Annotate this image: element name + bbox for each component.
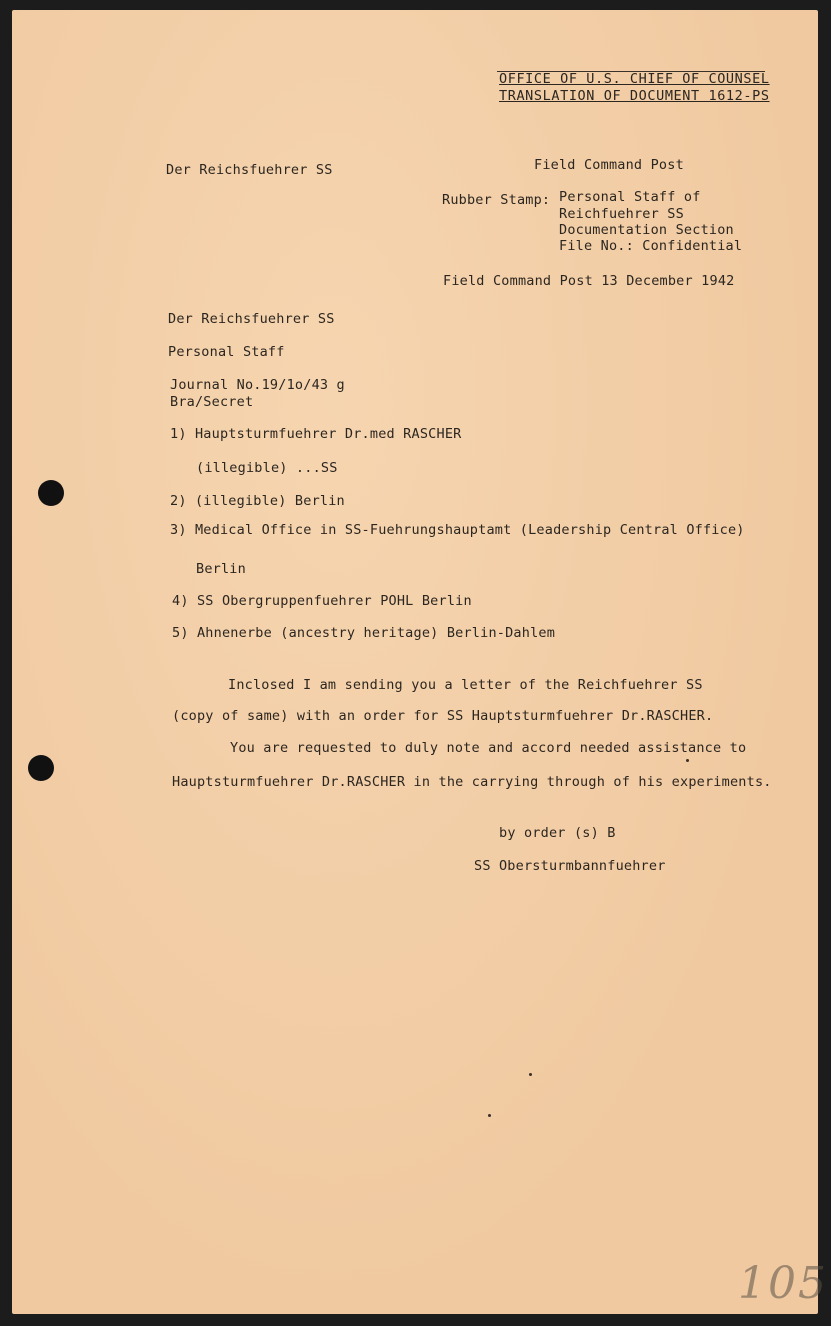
- sender: Der Reichsfuehrer SS: [168, 311, 335, 327]
- stamp-line-3: Documentation Section: [559, 222, 734, 238]
- staff: Personal Staff: [168, 344, 285, 360]
- journal-classification: Bra/Secret: [170, 394, 254, 410]
- recipient-4: 4) SS Obergruppenfuehrer POHL Berlin: [172, 593, 472, 609]
- stamp-line-2: Reichfuehrer SS: [559, 206, 684, 222]
- recipient-3: 3) Medical Office in SS-Fuehrungshauptamt (Leadership Central Office): [170, 522, 745, 538]
- stamp-line-4: File No.: Confidential: [559, 238, 743, 254]
- header-line-2: TRANSLATION OF DOCUMENT 1612-PS: [499, 88, 770, 104]
- signature-line-1: by order (s) B: [499, 825, 616, 841]
- place-top: Field Command Post: [534, 157, 684, 173]
- body-line-2: (copy of same) with an order for SS Hauptsturmfuehrer Dr.RASCHER.: [172, 708, 714, 724]
- body-line-4: Hauptsturmfuehrer Dr.RASCHER in the carrying through of his experiments.: [172, 774, 772, 790]
- recipient-1: 1) Hauptsturmfuehrer Dr.med RASCHER: [170, 426, 462, 442]
- punch-hole-upper: [38, 480, 64, 506]
- body-line-1: Inclosed I am sending you a letter of the Reichfuehrer SS: [228, 677, 703, 693]
- body-line-3: You are requested to duly note and accord needed assistance to: [230, 740, 747, 756]
- recipient-5: 5) Ahnenerbe (ancestry heritage) Berlin-Dahlem: [172, 625, 556, 641]
- paper-speck: [488, 1114, 491, 1117]
- paper-speck: [686, 759, 689, 762]
- signature-line-2: SS Obersturmbannfuehrer: [474, 858, 666, 874]
- sender-top: Der Reichsfuehrer SS: [166, 162, 333, 178]
- journal-number: Journal No.19/1o/43 g: [170, 377, 345, 393]
- paper-speck: [529, 1073, 532, 1076]
- recipient-3-continued: Berlin: [196, 561, 246, 577]
- punch-hole-lower: [28, 755, 54, 781]
- stamp-line-1: Personal Staff of: [559, 189, 701, 205]
- header-line-1: OFFICE OF U.S. CHIEF OF COUNSEL: [499, 71, 770, 87]
- dateline: Field Command Post 13 December 1942: [443, 273, 735, 289]
- recipient-1-continued: (illegible) ...SS: [196, 460, 338, 476]
- stamp-label: Rubber Stamp:: [442, 192, 551, 208]
- recipient-2: 2) (illegible) Berlin: [170, 493, 345, 509]
- handwritten-page-number: 105: [738, 1258, 828, 1309]
